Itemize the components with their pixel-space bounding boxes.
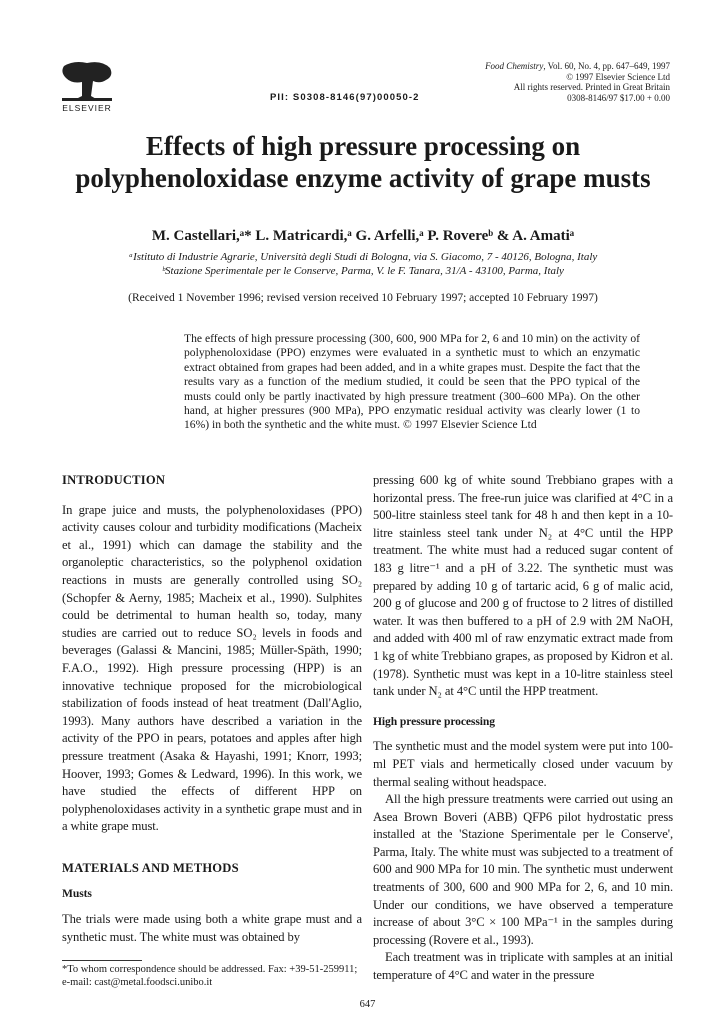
received-dates: (Received 1 November 1996; revised version received 10 February 1997; accepted 10 February 1997) xyxy=(128,292,598,304)
musts-paragraph: The trials were made using both a white grape must and a synthetic must. The white must was obtained by xyxy=(62,912,362,944)
page-number: 647 xyxy=(359,999,376,1011)
title-line-2: polyphenoloxidase enzyme activity of grape musts xyxy=(75,163,651,193)
journal-name: Food Chemistry xyxy=(485,61,544,71)
journal-citation: , Vol. 60, No. 4, pp. 647–649, 1997 xyxy=(543,61,670,71)
rights: All rights reserved. Printed in Great Britain xyxy=(513,82,670,93)
issn: 0308-8146/97 $17.00 + 0.00 xyxy=(567,92,670,103)
journal-info xyxy=(485,61,670,103)
pii: PII: S0308-8146(97)00050-2 xyxy=(270,92,420,103)
copyright: © 1997 Elsevier Science Ltd xyxy=(566,71,670,82)
affiliation-b: ᵇStazione Sperimentale per le Conserve, Parma, V. le F. Tanara, 31/A - 43100, Parma, Italy xyxy=(162,264,564,277)
affiliation-a: ᵃIstituto di Industrie Agrarie, Università degli Studi di Bologna, via S. Giacomo, 7 - 40126, Bologna, Italy xyxy=(128,251,598,263)
section-heading-methods: MATERIALS AND METHODS xyxy=(62,860,239,875)
body-text xyxy=(62,472,673,1010)
footnote-divider xyxy=(62,960,142,961)
hpp-paragraph-1: The synthetic must and the model system were put into 100-ml PET vials and hermetically closed under vacuum by thermal sealing without headspace. xyxy=(373,739,673,789)
section-heading-introduction: INTRODUCTION xyxy=(62,473,166,487)
paper-title xyxy=(0,130,726,194)
intro-paragraph: In grape juice and musts, the polyphenoloxidases (PPO) activity causes colour and turbidity modifications (Macheix et al., 1991) which can damage the stability and the organoleptic characteristics, so the polyphenol oxidation reactions in musts are generally controlled using SO₂ (Schopfer & Aerny, 1985; Macheix et al., 1990). Sulphites could be detrimental to human health so, today, many studies are carried out to reduce SO₂ levels in foods and beverages (Galassi & Mancini, 1985; Müller-Späth, 1990; F.A.O., 1992). High pressure processing (HPP) is an innovative technique proposed for the microbiological stabilization of foods instead of heat treatment (Dall'Aglio, 1993). Many authors have described a variation in the activity of the PPO in pears, potatoes and apples after high pressure treatment (Asaka & Hayashi, 1991; Knorr, 1993; Hoover, 1993; Gomes & Ledward, 1996). In this work, we have studied the effects of different HPP on polyphenoloxidases activity in a synthetic grape must and in a white grape must. xyxy=(62,502,362,834)
authors: M. Castellari,ᵃ* L. Matricardi,ᵃ G. Arfelli,ᵃ P. Rovereᵇ & A. Amatiᵃ xyxy=(151,228,575,244)
hpp-paragraph-3: Each treatment was in triplicate with samples at an initial temperature of 4°C and water in the pressure xyxy=(373,950,673,983)
affiliations xyxy=(0,251,726,278)
title-line-1: Effects of high pressure processing on xyxy=(145,131,581,161)
left-column xyxy=(62,472,362,989)
subsection-heading-hpp: High pressure processing xyxy=(373,714,495,728)
hpp-paragraph-2: All the high pressure treatments were carried out using an Asea Brown Boveri (ABB) QFP6 pilot hydrostatic press installed at the 'Stazione Sperimentale per le Conserve', Parma, Italy. The white must was subjected to a treatment of 600 and 900 MPa for 10 min. The synthetic must underwent treatments of 300, 600 and 900 MPa for 2, 6, and 10 min. Under our conditions, we have observed a temperature increase of about 3°C × 100 MPa⁻¹ in the samples during processing (Rovere et al., 1993). xyxy=(373,792,673,947)
elsevier-logo xyxy=(60,60,114,113)
subsection-heading-musts: Musts xyxy=(62,887,92,901)
two-column-layout xyxy=(62,472,673,989)
publisher-name: ELSEVIER xyxy=(62,103,112,113)
abstract: The effects of high pressure processing (300, 600, 900 MPa for 2, 6 and 10 min) on the activity of polyphenoloxidase (PPO) enzymes were evaluated in a synthetic must to which an enzymatic extract obtained from grapes had been added, and in a white grapes must. Despite the fact that the results vary as a function of the medium studied, it could be seen that the PPO typical of the musts could only be partly inactivated by high pressure treatment (300–600 MPa). On the other hand, at higher pressures (900 MPa), PPO enzymatic residual activity was clearly lower (1 to 16%) in both the synthetic and the white must. © 1997 Elsevier Science Ltd xyxy=(184,332,640,432)
footnote: *To whom correspondence should be addressed. Fax: +39-51-259911; e-mail: cast@metal.foodsci.unibo.it xyxy=(62,964,358,988)
elsevier-tree-icon xyxy=(60,60,114,102)
musts-paragraph-continued: pressing 600 kg of white sound Trebbiano grapes with a horizontal press. The free-run juice was clarified at 4°C in a 500-litre stainless steel tank for 48 h and then kept in a 10-litre stainless steel tank under N₂ at 4°C until the HPP treatment. The white must had a reduced sugar content of 183 g litre⁻¹ and a pH of 3.22. The synthetic must was prepared by adding 10 g of tartaric acid, 6 g of malic acid, 200 g of glucose and 200 g of fructose to 2 litres of distilled water. It was then buffered to a pH of 2.9 with 2M NaOH, and added with 400 ml of raw enzymatic extract made from 1 kg of white Trebbiano grapes, as proposed by Kidron et al. (1978). Synthetic must was kept in a 10-litre stainless steel tank under N₂ at 4°C until the HPP treatment. xyxy=(373,473,673,699)
right-column xyxy=(373,472,673,985)
